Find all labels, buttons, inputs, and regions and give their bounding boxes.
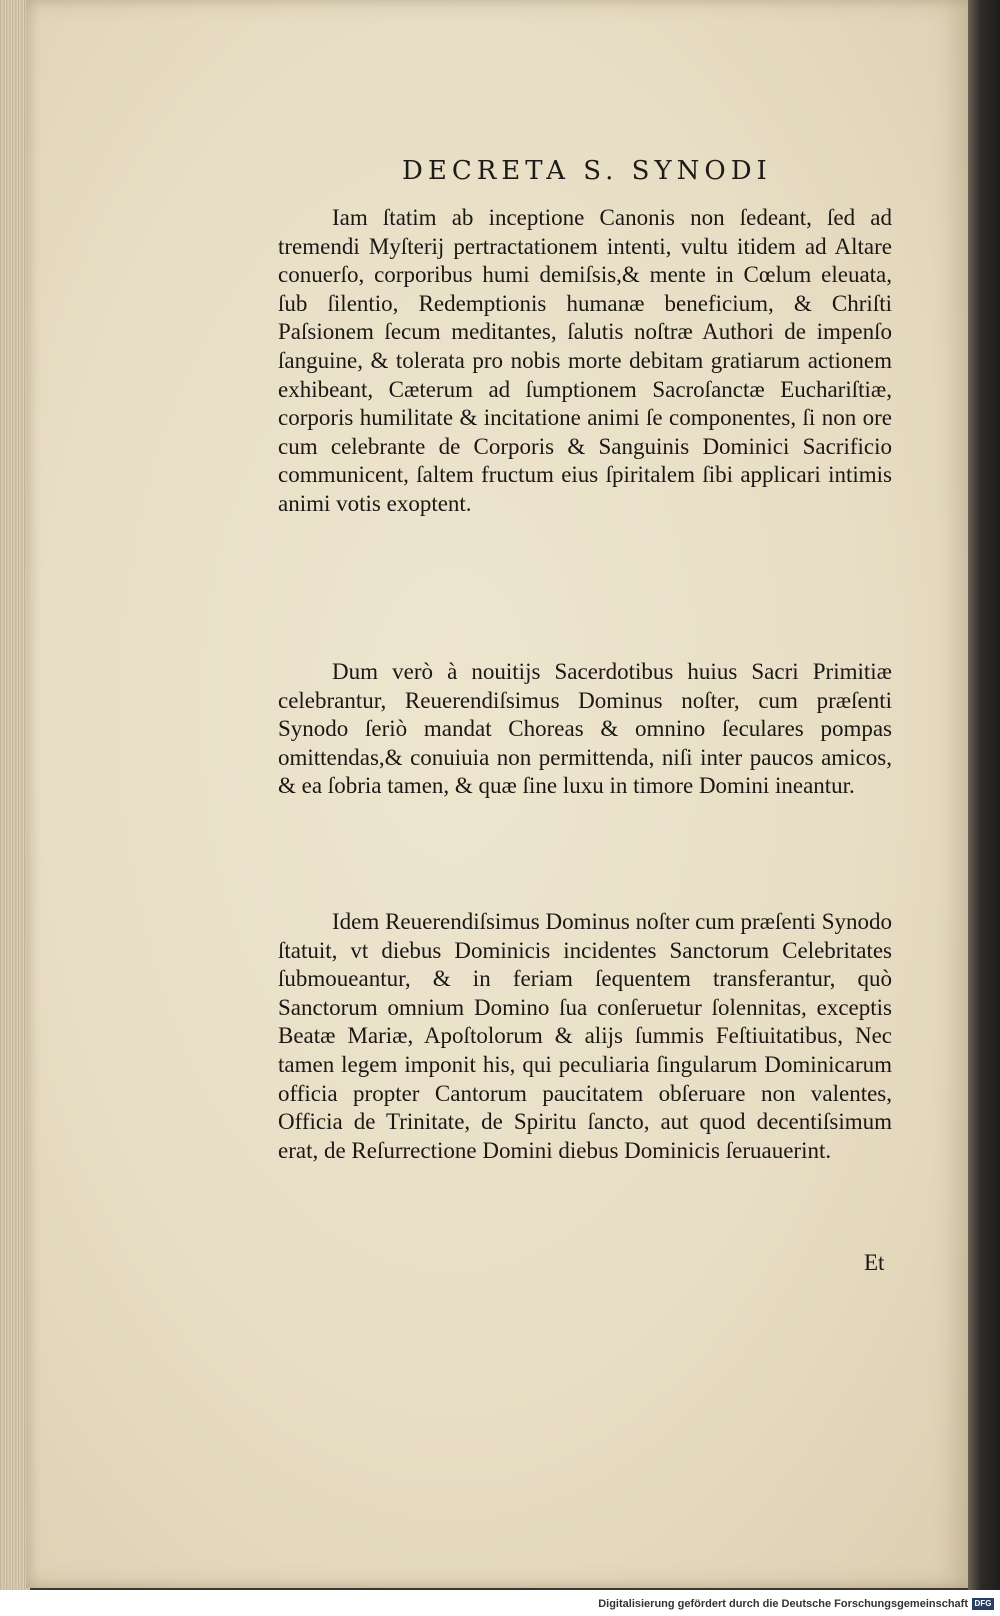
running-head: DECRETA S. SYNODI [402,156,772,186]
catchword: Et [864,1250,885,1275]
dfg-logo-icon[interactable]: DFG [972,1598,994,1610]
digitization-credit[interactable]: Digitalisierung gefördert durch die Deutsche Forschungsgemeinschaft [598,1598,968,1610]
paragraph-2: Dum verò à nouitijs Sacerdotibus huius Sacri Primitiæ celebrantur, Reuerendiſsimus Dominus noſter, cum præſenti Synodo ſeriò mandat Choreas & omnino ſeculares pompas omittendas,& conuiuia non permittenda, niſi inter paucos amicos, & ea ſobria tamen, & quæ ſine luxu in timore Domini ineantur. [278,659,892,799]
paragraph-3: Idem Reuerendiſsimus Dominus noſter cum præſenti Synodo ſtatuit, vt diebus Dominicis incidentes Sanctorum Celebritates ſubmoueantur, & in feriam ſequentem transferantur, quò Sanctorum omnium Domino ſua conſeruetur ſolennitas, exceptis Beatæ Mariæ, Apoſtolorum & alijs ſummis Feſtiuitatibus, Nec tamen legem imponit his, qui peculiaria ſingularum Dominicarum officia propter Cantorum paucitatem obſeruare non valentes, Officia de Trinitate, de Spiritu ſancto, aut quod decentiſsimum erat, de Reſurrectione Domini diebus Dominicis ſeruauerint. [278,909,892,1163]
binding-shadow [968,0,1000,1590]
paragraph-1: Iam ſtatim ab inceptione Canonis non ſedeant, ſed ad tremendi Myſterij pertractationem intenti, vultu itidem ad Altare conuerſo, corporibus humi demiſsis,& mente in Cœlum eleuata, ſub ſilentio, Redemptionis humanæ beneficium, & Chriſti Paſsionem ſecum meditantes, ſalutis noſtræ Authori de impenſo ſanguine, & tolerata pro nobis morte debitam gratiarum actionem exhibeant, Cæterum ad ſumptionem Sacroſanctæ Euchariſtiæ, corporis humilitate & incitatione animi ſe componentes, ſi non ore cum celebrante de Corporis & Sanguinis Dominici Sacrificio communicent, ſaltem fructum eius ſpiritalem ſibi applicari intimis animi votis exoptent. [278,205,892,516]
